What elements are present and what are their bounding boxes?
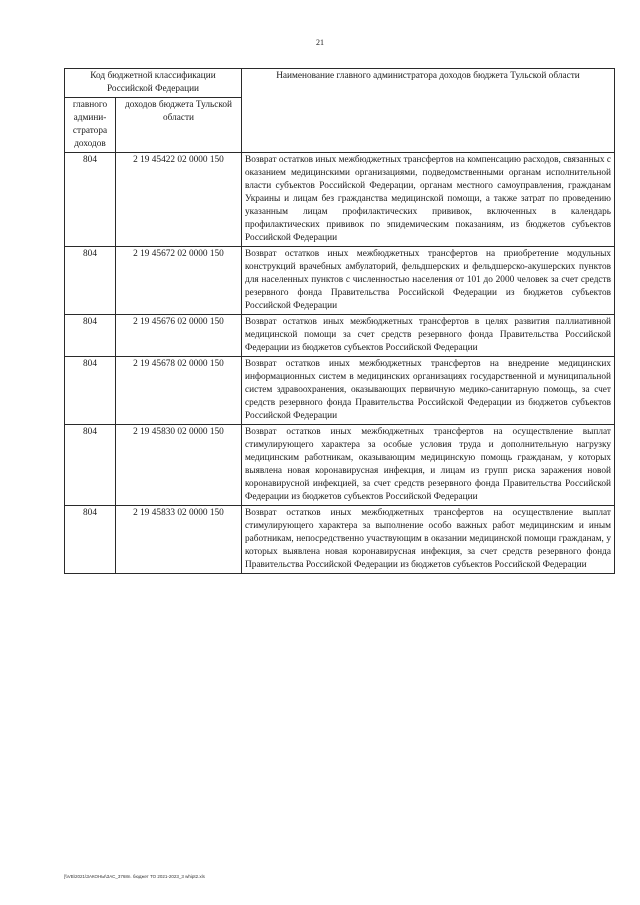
admin-code-cell: 804 xyxy=(65,153,116,247)
description-cell: Возврат остатков иных межбюджетных трансфертов на компенсацию расходов, связанных с оказанием медицинскими организациями, подведомственными органам исполнительной власти субъектов Российской Федерации, органам местного самоуправления, гражданам Украины и лицам без гражданства медицинской помощи, а также затрат по проведению указанным лицам профилактических прививок, включенных в календарь профилактических прививок по эпидемическим показаниям, из бюджетов субъектов Российской Федерации xyxy=(242,153,615,247)
budget-classification-table xyxy=(64,68,615,574)
budget-code-cell: 2 19 45678 02 0000 150 xyxy=(116,357,242,425)
page-number: 21 xyxy=(316,38,324,47)
table-row xyxy=(65,315,615,357)
table-row xyxy=(65,153,615,247)
admin-code-cell: 804 xyxy=(65,425,116,506)
header-administrator-name: Наименование главного администратора доходов бюджета Тульской области xyxy=(242,69,615,153)
admin-code-cell: 804 xyxy=(65,506,116,574)
table-row xyxy=(65,247,615,315)
header-kbk: Код бюджетной классификации Российской Федерации xyxy=(65,69,242,98)
budget-code-cell: 2 19 45833 02 0000 150 xyxy=(116,506,242,574)
header-budget-income: доходов бюджета Тульской области xyxy=(116,98,242,153)
description-cell: Возврат остатков иных межбюджетных трансфертов на внедрение медицинских информационных систем в медицинских организациях государственной и муниципальной систем здравоохранения, оказывающих первичную медико-санитарную помощь, за счет средств резервного фонда Правительства Российской Федерации из бюджетов субъектов Российской Федерации xyxy=(242,357,615,425)
table-row xyxy=(65,425,615,506)
description-cell: Возврат остатков иных межбюджетных трансфертов на осуществление выплат стимулирующего характера за особые условия труда и дополнительную нагрузку медицинским работникам, оказывающим медицинскую помощь гражданам, у которых выявлена новая коронавирусная инфекция, и лицам из групп риска заражения новой коронавирусной инфекцией, за счет средств резервного фонда Правительства Российской Федерации из бюджетов субъектов Российской Федерации xyxy=(242,425,615,506)
admin-code-cell: 804 xyxy=(65,357,116,425)
header-main-administrator: главного админи-стратора доходов xyxy=(65,98,116,153)
table-row xyxy=(65,506,615,574)
budget-code-cell: 2 19 45422 02 0000 150 xyxy=(116,153,242,247)
admin-code-cell: 804 xyxy=(65,315,116,357)
budget-code-cell: 2 19 45676 02 0000 150 xyxy=(116,315,242,357)
budget-code-cell: 2 19 45830 02 0000 150 xyxy=(116,425,242,506)
description-cell: Возврат остатков иных межбюджетных трансфертов на осуществление выплат стимулирующего характера за выполнение особо важных работ медицинским и иным работникам, непосредственно участвующим в оказании медицинской помощи гражданам, у которых выявлена новая коронавирусная инфекция, за счет средств резервного фонда Правительства Российской Федерации из бюджетов субъектов Российской Федерации xyxy=(242,506,615,574)
budget-code-cell: 2 19 45672 02 0000 150 xyxy=(116,247,242,315)
table-row xyxy=(65,357,615,425)
admin-code-cell: 804 xyxy=(65,247,116,315)
description-cell: Возврат остатков иных межбюджетных трансфертов в целях развития паллиативной медицинской помощи за счет средств резервного фонда Правительства Российской Федерации из бюджетов субъектов Российской Федерации xyxy=(242,315,615,357)
file-path-footer: [\\VB\2021\ЗАКОНЫ\ЗАС_3768n. бюджет ТО 2021-2023_3 whipt2.xls xyxy=(64,874,205,879)
description-cell: Возврат остатков иных межбюджетных трансфертов на приобретение модульных конструкций врачебных амбулаторий, фельдшерских и фельдшерско-акушерских пунктов для населенных пунктов с численностью населения от 101 до 2000 человек за счет средств резервного фонда Правительства Российской Федерации из бюджетов субъектов Российской Федерации xyxy=(242,247,615,315)
